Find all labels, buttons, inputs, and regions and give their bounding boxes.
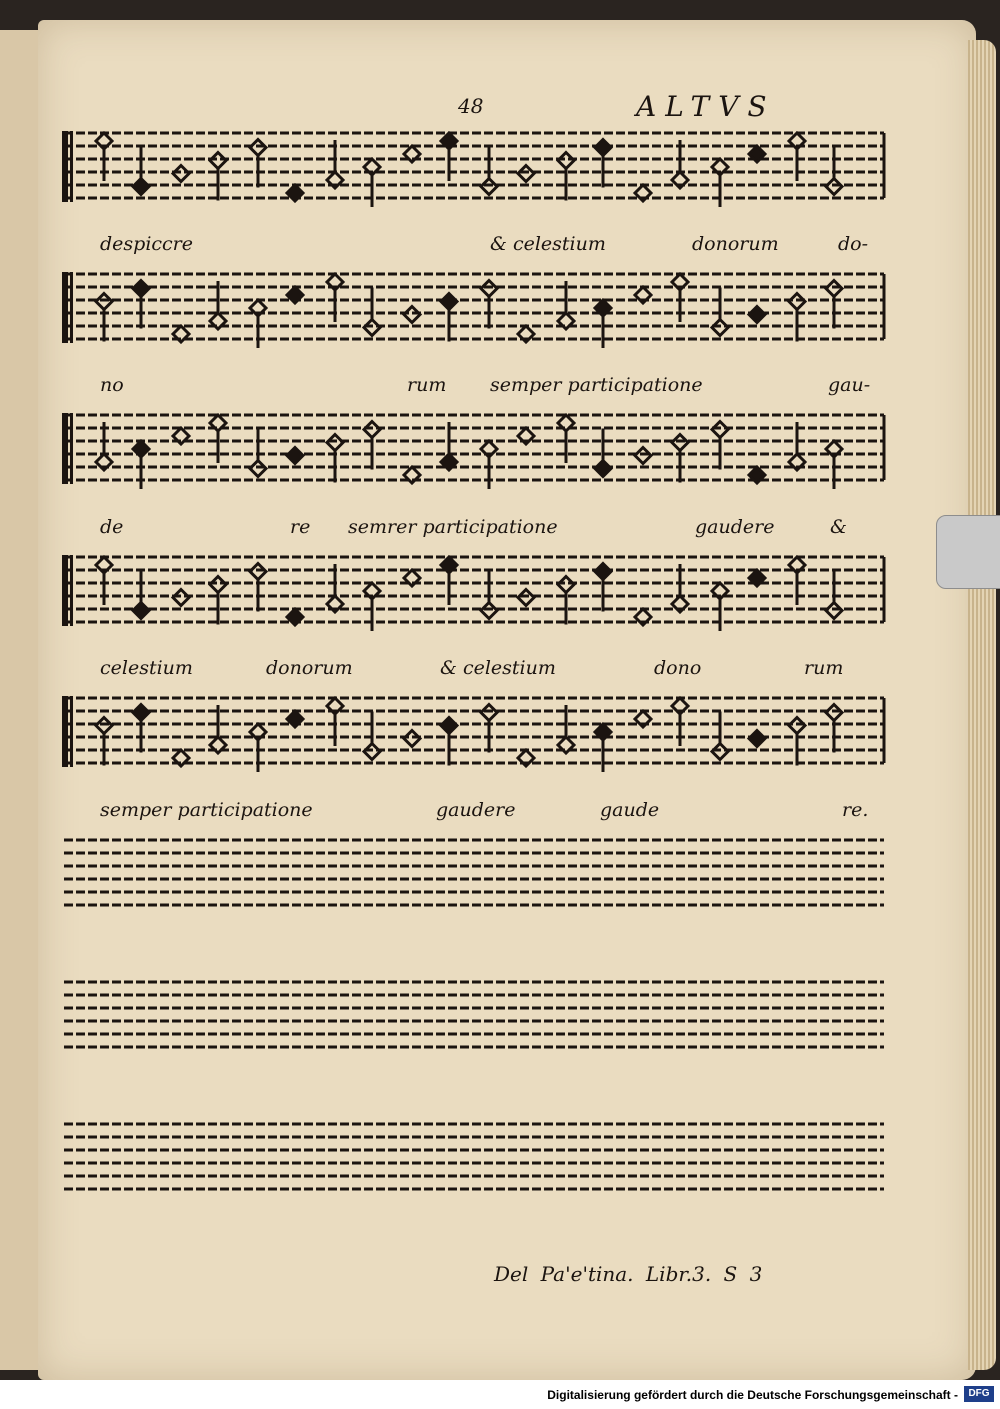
note-head	[133, 705, 149, 721]
lyric: celestium	[100, 657, 193, 679]
credit-text: Digitalisierung gefördert durch die Deutsche Forschungsgemeinschaft -	[547, 1388, 958, 1402]
lyric: de	[100, 516, 124, 538]
staff-clef-bar	[62, 272, 68, 343]
staff-clef-bar	[62, 413, 68, 484]
lyric: donorum	[266, 657, 353, 679]
lyric: rum	[407, 374, 447, 396]
staff-clef-bar	[70, 272, 73, 343]
staff-clef-bar	[70, 696, 73, 767]
staff-clef-bar	[70, 131, 73, 202]
note-head	[749, 731, 765, 747]
lyric: & celestium	[490, 233, 606, 255]
staff-clef-bar	[62, 555, 68, 626]
lyric: semper participatione	[100, 799, 313, 821]
note-head	[133, 281, 149, 297]
dfg-logo-icon: DFG	[964, 1386, 994, 1402]
lyric: gaudere	[695, 516, 775, 538]
lyric: despiccre	[100, 233, 194, 255]
lyric: re	[290, 516, 311, 538]
note-head	[133, 441, 149, 457]
note-head	[595, 140, 611, 156]
page-number: 48	[458, 94, 484, 118]
page-footer-signature: Del Pa'e'tina. Libr.3. S 3	[494, 1262, 763, 1286]
lyric: do-	[838, 233, 869, 255]
lyric: semrer participatione	[348, 516, 558, 538]
note-head	[133, 603, 149, 619]
note-head	[287, 448, 303, 464]
lyric: gaudere	[436, 799, 516, 821]
lyric: rum	[804, 657, 844, 679]
note-head	[441, 294, 457, 310]
lyric: re.	[842, 799, 869, 821]
voice-part-title: ALTVS	[636, 90, 776, 123]
staff-clef-bar	[62, 696, 68, 767]
digitization-credit-bar	[0, 1380, 1000, 1409]
lyric: no	[100, 374, 124, 396]
lyric: gau-	[828, 374, 871, 396]
lyric: & celestium	[440, 657, 556, 679]
staff-clef-bar	[70, 413, 73, 484]
note-head	[441, 718, 457, 734]
lyric: &	[830, 516, 847, 538]
lyric: gaude	[600, 799, 660, 821]
note-head	[595, 461, 611, 477]
staff-clef-bar	[62, 131, 68, 202]
note-head	[749, 307, 765, 323]
lyric: semper participatione	[490, 374, 703, 396]
staff-clef-bar	[70, 555, 73, 626]
lyric: donorum	[692, 233, 779, 255]
note-head	[133, 179, 149, 195]
lyric: dono	[654, 657, 702, 679]
note-head	[595, 564, 611, 580]
